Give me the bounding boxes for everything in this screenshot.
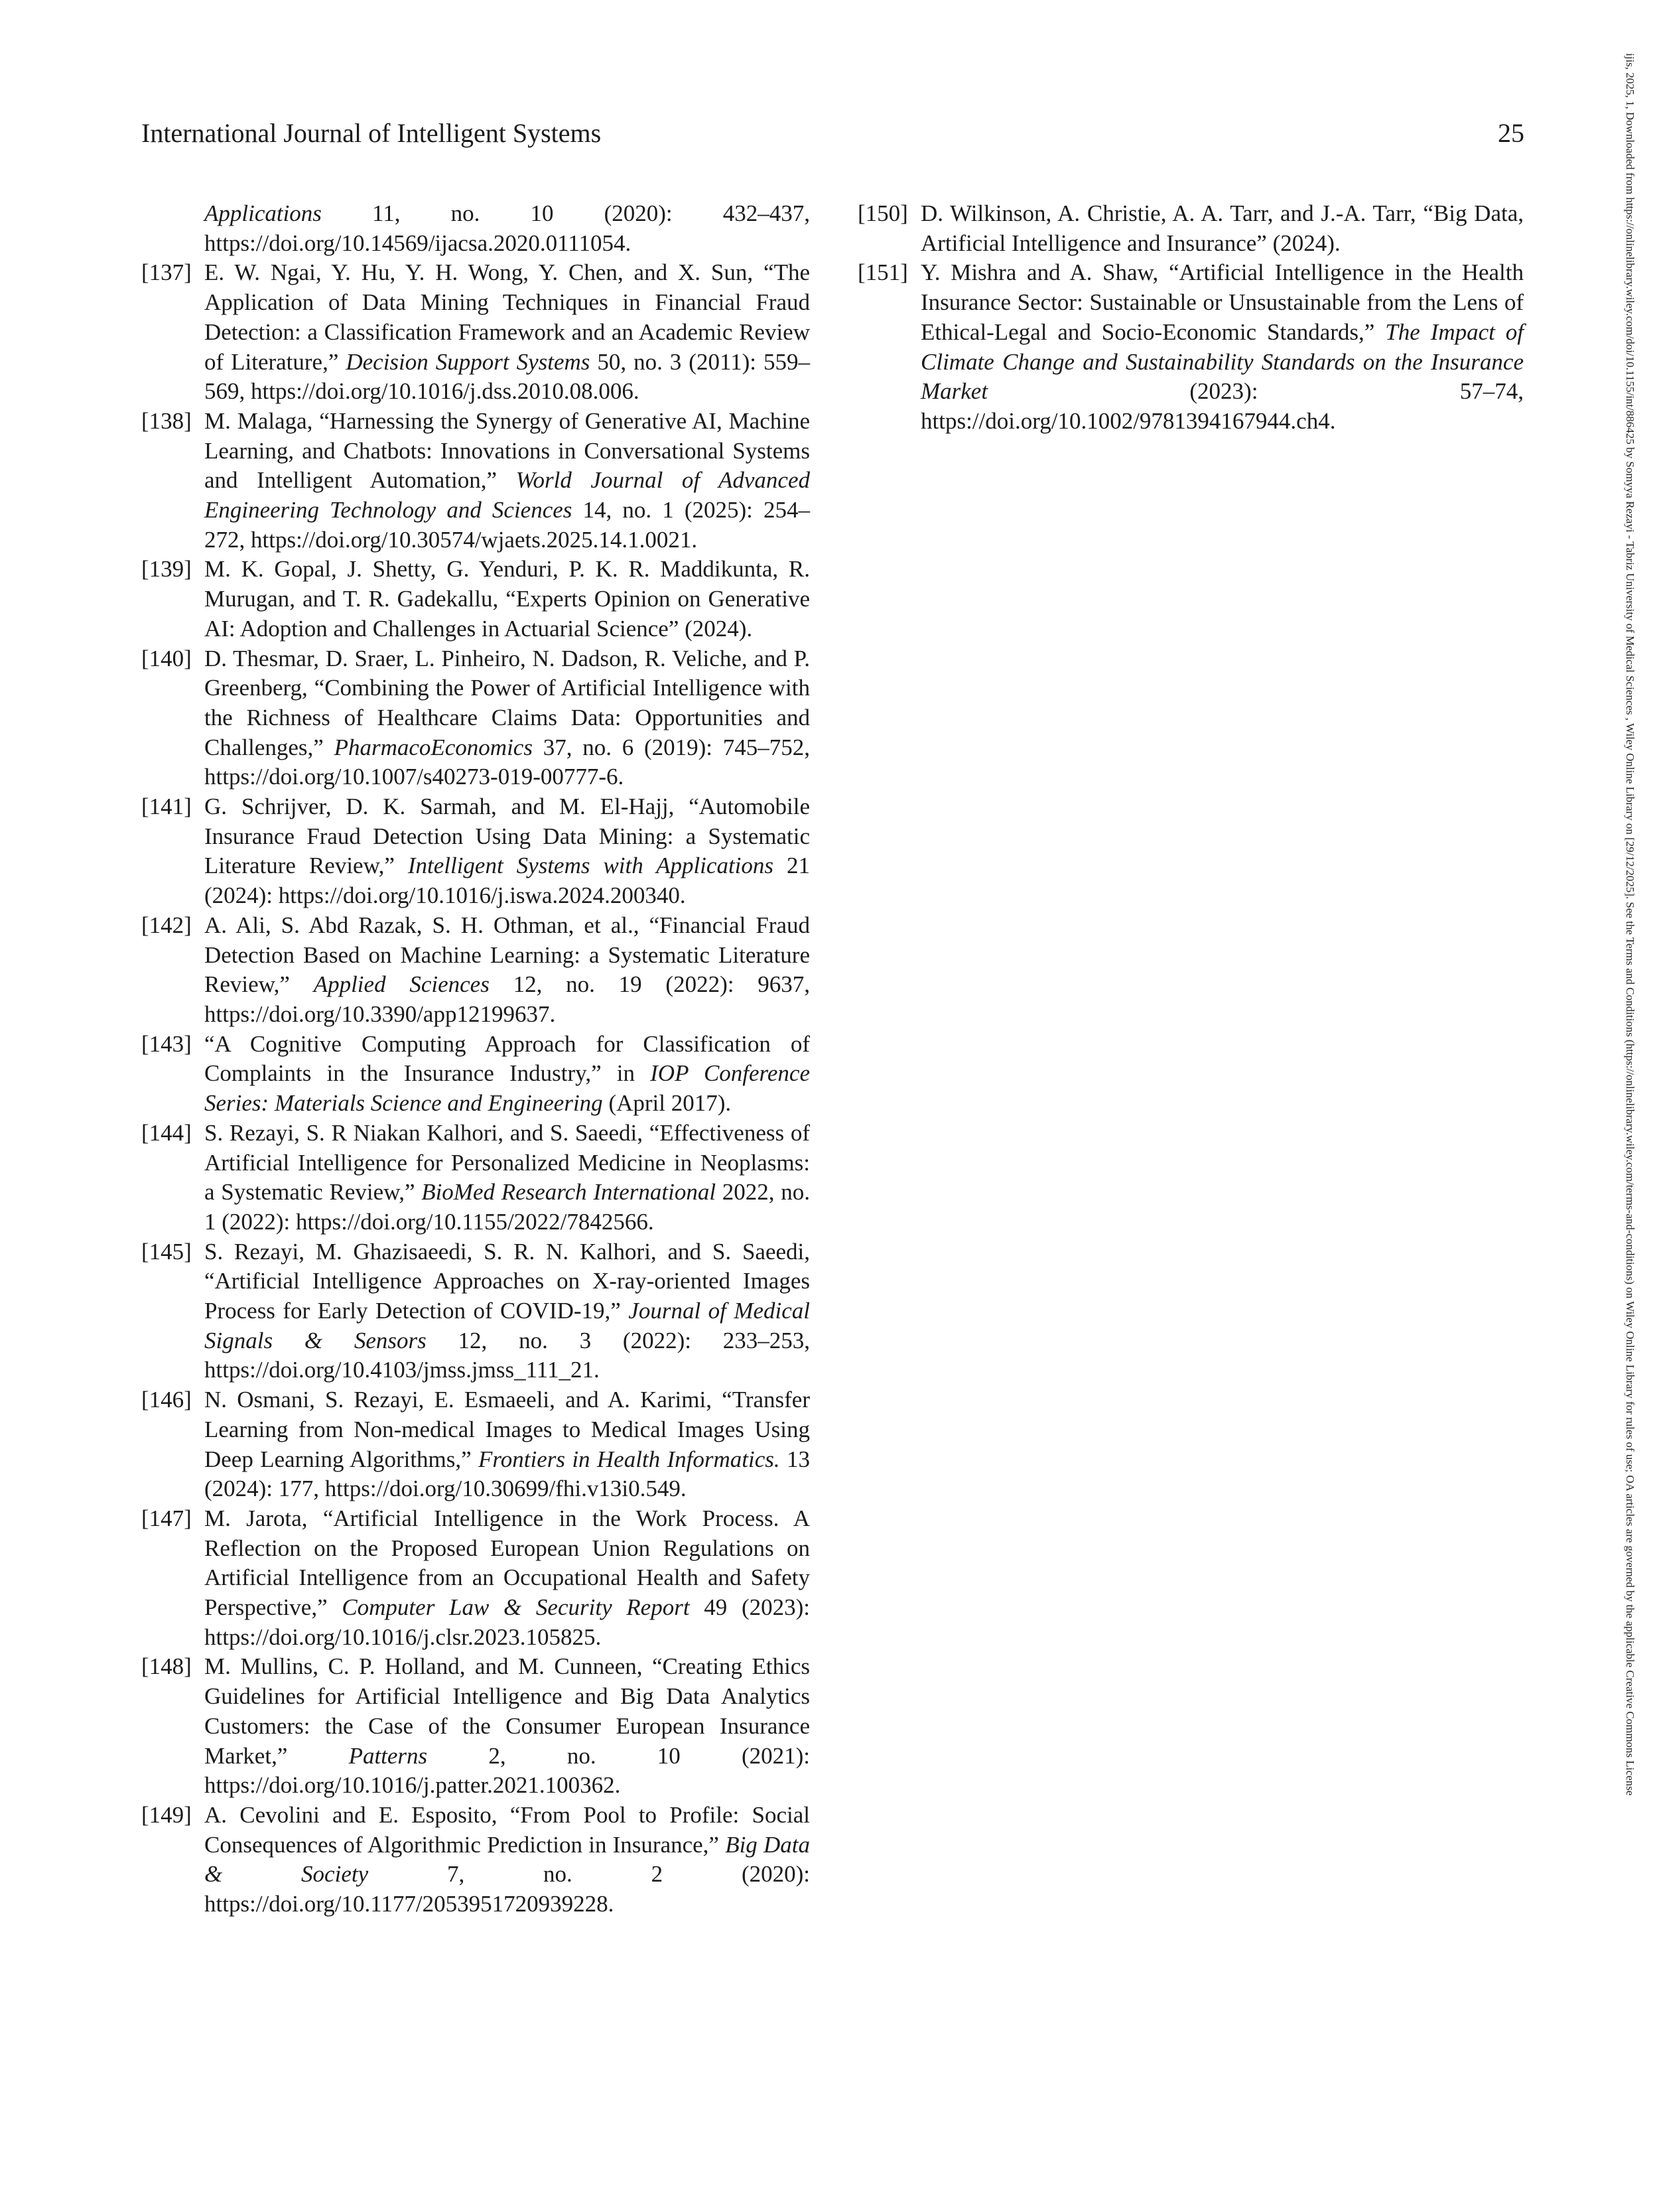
reference-147: [147] M. Jarota, “Artificial Intelligence in the Work Process. A Reflection on the Proposed European Union Regulations on Artificial Intelligence from an Occupational Health and Safety Perspective,” Computer Law & Security Report 49 (2023): https://doi.org/10.1016/j.clsr.2023.105825. [141,1505,810,1650]
reference-141: [141] G. Schrijver, D. K. Sarmah, and M. El-Hajj, “Automobile Insurance Fraud Detection Using Data Mining: a Systematic Literature Review,” Intelligent Systems with Applications 21 (2024): https://doi.org/10.1016/j.iswa.2024.200340. [141,794,810,909]
reference-continued: Applications 11, no. 10 (2020): 432–437, https://doi.org/10.14569/ijacsa.2020.0111054. [204,200,810,256]
reference-137: [137] E. W. Ngai, Y. Hu, Y. H. Wong, Y. Chen, and X. Sun, “The Application of Data Mining Techniques in Financial Fraud Detection: a Classification Framework and an Academic Review of Literature,” Decision Support Systems 50, no. 3 (2011): 559–569, https://doi.org/10.1016/j.dss.2010.08.006. [141,259,810,405]
reference-150: [150] D. Wilkinson, A. Christie, A. A. Tarr, and J.-A. Tarr, “Big Data, Artificial Intelligence and Insurance” (2024). [858,200,1524,256]
page-number: 25 [1498,118,1524,148]
reference-142: [142] A. Ali, S. Abd Razak, S. H. Othman, et al., “Financial Fraud Detection Based on Machine Learning: a Systematic Literature Review,” Applied Sciences 12, no. 19 (2022): 9637, https://doi.org/10.3390/app12199637. [141,912,810,1027]
reference-144: [144] S. Rezayi, S. R Niakan Kalhori, and S. Saeedi, “Effectiveness of Artificial Intelligence for Personalized Medicine in Neoplasms: a Systematic Review,” BioMed Research International 2022, no. 1 (2022): https://doi.org/10.1155/2022/7842566. [141,1119,810,1235]
references-left-column [141,199,810,1919]
reference-149: [149] A. Cevolini and E. Esposito, “From Pool to Profile: Social Consequences of Algorithmic Prediction in Insurance,” Big Data & Society 7, no. 2 (2020): https://doi.org/10.1177/2053951720939228. [141,1801,810,1917]
references-right-column [858,199,1524,437]
reference-145: [145] S. Rezayi, M. Ghazisaeedi, S. R. N. Kalhori, and S. Saeedi, “Artificial Intelligence Approaches on X-ray-oriented Images Process for Early Detection of COVID-19,” Journal of Medical Signals & Sensors 12, no. 3 (2022): 233–253, https://doi.org/10.4103/jmss.jmss_111_21. [141,1238,810,1383]
reference-146: [146] N. Osmani, S. Rezayi, E. Esmaeeli, and A. Karimi, “Transfer Learning from Non-medical Images to Medical Images Using Deep Learning Algorithms,” Frontiers in Health Informatics. 13 (2024): 177, https://doi.org/10.30699/fhi.v13i0.549. [141,1387,811,1502]
reference-139: [139] M. K. Gopal, J. Shetty, G. Yenduri, P. K. R. Maddikunta, R. Murugan, and T. R. Gadekallu, “Experts Opinion on Generative AI: Adoption and Challenges in Actuarial Science” (2024). [141,556,810,642]
download-notice: ijis, 2025, 1, Downloaded from https://onlinelibrary.wiley.com/doi/10.1155/int/886425 by Somyya Rezayi - Tabriz University of Medical Sciences , Wiley Online Library on [29/12/2025]. See the Terms and Conditions (https://onlinelibrary.wiley.com/terms-and-conditions) on Wiley Online Library for rules of use; OA articles are governed by the applicable Creative Commons License [1624,53,1636,1796]
journal-title: International Journal of Intelligent Systems [141,118,602,148]
reference-151: [151] Y. Mishra and A. Shaw, “Artificial Intelligence in the Health Insurance Sector: Sustainable or Unsustainable from the Lens of Ethical-Legal and Socio-Economic Standards,” The Impact of Climate Change and Sustainability Standards on the Insurance Market (2023): 57–74, https://doi.org/10.1002/9781394167944.ch4. [858,259,1524,434]
reference-138: [138] M. Malaga, “Harnessing the Synergy of Generative AI, Machine Learning, and Chatbots: Innovations in Conversational Systems and Intelligent Automation,” World Journal of Advanced Engineering Technology and Sciences 14, no. 1 (2025): 254–272, https://doi.org/10.30574/wjaets.2025.14.1.0021. [141,407,810,553]
reference-148: [148] M. Mullins, C. P. Holland, and M. Cunneen, “Creating Ethics Guidelines for Artificial Intelligence and Big Data Analytics Customers: the Case of the Consumer European Insurance Market,” Patterns 2, no. 10 (2021): https://doi.org/10.1016/j.patter.2021.100362. [141,1653,810,1799]
reference-140: [140] D. Thesmar, D. Sraer, L. Pinheiro, N. Dadson, R. Veliche, and P. Greenberg, “Combining the Power of Artificial Intelligence with the Richness of Healthcare Claims Data: Opportunities and Challenges,” PharmacoEconomics 37, no. 6 (2019): 745–752, https://doi.org/10.1007/s40273-019-00777-6. [141,645,810,790]
reference-143: [143] “A Cognitive Computing Approach for Classification of Complaints in the Insurance Industry,” in IOP Conference Series: Materials Science and Engineering (April 2017). [141,1030,810,1117]
